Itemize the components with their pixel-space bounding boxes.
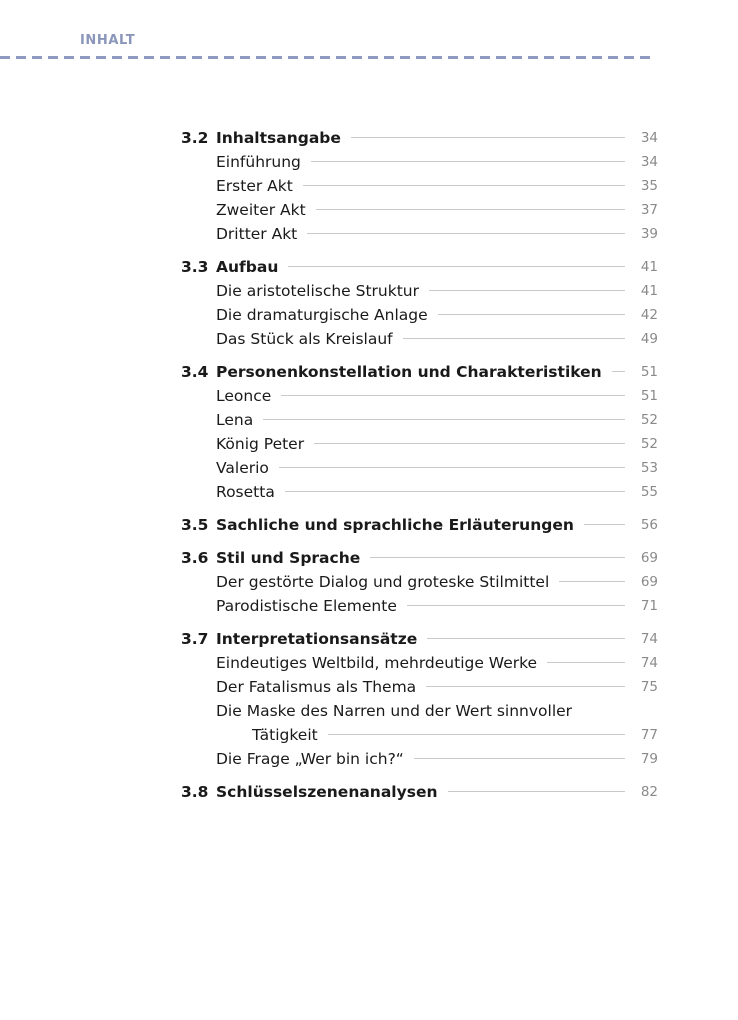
running-head: INHALT: [80, 33, 136, 48]
dashed-header-rule: [0, 56, 656, 59]
leader-line: [403, 338, 625, 339]
page-number: 52: [640, 436, 658, 452]
subsection-title: Einführung: [216, 153, 301, 171]
section-number: 3.4: [181, 363, 209, 381]
leader-line: [285, 491, 625, 492]
toc-entry[interactable]: [0, 651, 738, 675]
toc-section-3-7: [0, 627, 738, 771]
toc-section-3-4: [0, 360, 738, 504]
toc-entry[interactable]: [0, 699, 738, 723]
toc-entry[interactable]: [0, 570, 738, 594]
page-number: 39: [640, 226, 658, 242]
leader-line: [288, 266, 625, 267]
toc-entry[interactable]: [0, 174, 738, 198]
subsection-title: Leonce: [216, 387, 272, 405]
toc-entry[interactable]: [0, 456, 738, 480]
section-number: 3.3: [181, 258, 209, 276]
leader-line: [311, 161, 625, 162]
subsection-title-continuation: Tätigkeit: [252, 726, 318, 744]
toc-entry[interactable]: [0, 126, 738, 150]
subsection-title: Parodistische Elemente: [216, 597, 397, 615]
page-number: 55: [640, 484, 658, 500]
leader-line: [426, 686, 625, 687]
subsection-title: Der gestörte Dialog und groteske Stilmittel: [216, 573, 550, 591]
toc-entry[interactable]: [0, 513, 738, 537]
section-title: Inhaltsangabe: [216, 129, 341, 147]
toc-entry[interactable]: [0, 150, 738, 174]
toc-entry[interactable]: [0, 384, 738, 408]
leader-line: [303, 185, 625, 186]
toc-section-3-5: [0, 513, 738, 537]
subsection-title: Die dramaturgische Anlage: [216, 306, 428, 324]
page-number: 82: [640, 784, 658, 800]
toc-entry[interactable]: [0, 408, 738, 432]
page-number: 35: [640, 178, 658, 194]
page-number: 53: [640, 460, 658, 476]
page-number: 34: [640, 130, 658, 146]
subsection-title: Eindeutiges Weltbild, mehrdeutige Werke: [216, 654, 538, 672]
subsection-title: Die Frage „Wer bin ich?“: [216, 750, 404, 768]
toc-section-3-8: [0, 780, 738, 804]
toc-entry[interactable]: [0, 594, 738, 618]
toc-entry[interactable]: [0, 327, 738, 351]
page-number: 74: [640, 631, 658, 647]
page-number: 69: [640, 574, 658, 590]
page-number: 51: [640, 388, 658, 404]
leader-line: [438, 314, 625, 315]
toc-entry[interactable]: [0, 198, 738, 222]
page-number: 34: [640, 154, 658, 170]
subsection-title: Der Fatalismus als Thema: [216, 678, 417, 696]
page-number: 74: [640, 655, 658, 671]
page-number: 69: [640, 550, 658, 566]
leader-line: [547, 662, 625, 663]
page-number: 52: [640, 412, 658, 428]
page-number: 56: [640, 517, 658, 533]
toc-entry[interactable]: [0, 747, 738, 771]
leader-line: [328, 734, 625, 735]
page-number: 41: [640, 259, 658, 275]
section-number: 3.8: [181, 783, 209, 801]
toc-entry[interactable]: [0, 222, 738, 246]
leader-line: [414, 758, 625, 759]
leader-line: [307, 233, 625, 234]
toc-entry[interactable]: [0, 303, 738, 327]
subsection-title: Dritter Akt: [216, 225, 298, 243]
leader-line: [407, 605, 625, 606]
page-number: 51: [640, 364, 658, 380]
page-number: 41: [640, 283, 658, 299]
subsection-title: König Peter: [216, 435, 305, 453]
section-title: Aufbau: [216, 258, 279, 276]
section-number: 3.6: [181, 549, 209, 567]
leader-line: [279, 467, 625, 468]
leader-line: [263, 419, 625, 420]
toc-section-3-3: [0, 255, 738, 351]
page-number: 75: [640, 679, 658, 695]
leader-line: [314, 443, 625, 444]
leader-line: [429, 290, 625, 291]
leader-line: [281, 395, 625, 396]
subsection-title: Erster Akt: [216, 177, 293, 195]
table-of-contents: [0, 126, 738, 813]
toc-entry[interactable]: [0, 780, 738, 804]
toc-entry-continuation[interactable]: [0, 723, 738, 747]
section-title: Interpretationsansätze: [216, 630, 418, 648]
page-number: 77: [640, 727, 658, 743]
toc-section-3-2: [0, 126, 738, 246]
toc-entry[interactable]: [0, 627, 738, 651]
section-title: Sachliche und sprachliche Erläuterungen: [216, 516, 574, 534]
subsection-title: Rosetta: [216, 483, 275, 501]
section-title: Personenkonstellation und Charakteristiken: [216, 363, 602, 381]
page-number: 79: [640, 751, 658, 767]
page-number: 71: [640, 598, 658, 614]
leader-line: [584, 524, 625, 525]
subsection-title: Das Stück als Kreislauf: [216, 330, 393, 348]
leader-line: [316, 209, 625, 210]
section-title: Stil und Sprache: [216, 549, 361, 567]
toc-entry[interactable]: [0, 279, 738, 303]
subsection-title: Zweiter Akt: [216, 201, 306, 219]
toc-section-3-6: [0, 546, 738, 618]
leader-line: [370, 557, 625, 558]
section-number: 3.7: [181, 630, 209, 648]
toc-entry[interactable]: [0, 546, 738, 570]
leader-line: [351, 137, 625, 138]
page-number: 49: [640, 331, 658, 347]
section-number: 3.5: [181, 516, 209, 534]
toc-entry[interactable]: [0, 255, 738, 279]
toc-entry[interactable]: [0, 432, 738, 456]
toc-entry[interactable]: [0, 480, 738, 504]
subsection-title: Lena: [216, 411, 254, 429]
subsection-title: Die aristotelische Struktur: [216, 282, 419, 300]
leader-line: [427, 638, 625, 639]
toc-entry[interactable]: [0, 675, 738, 699]
leader-line: [559, 581, 625, 582]
page-number: 42: [640, 307, 658, 323]
subsection-title: Valerio: [216, 459, 269, 477]
toc-entry[interactable]: [0, 360, 738, 384]
section-title: Schlüsselszenenanalysen: [216, 783, 438, 801]
page-number: 37: [640, 202, 658, 218]
subsection-title: Die Maske des Narren und der Wert sinnvoller: [216, 702, 573, 720]
section-number: 3.2: [181, 129, 209, 147]
leader-line: [612, 371, 625, 372]
leader-line: [448, 791, 626, 792]
